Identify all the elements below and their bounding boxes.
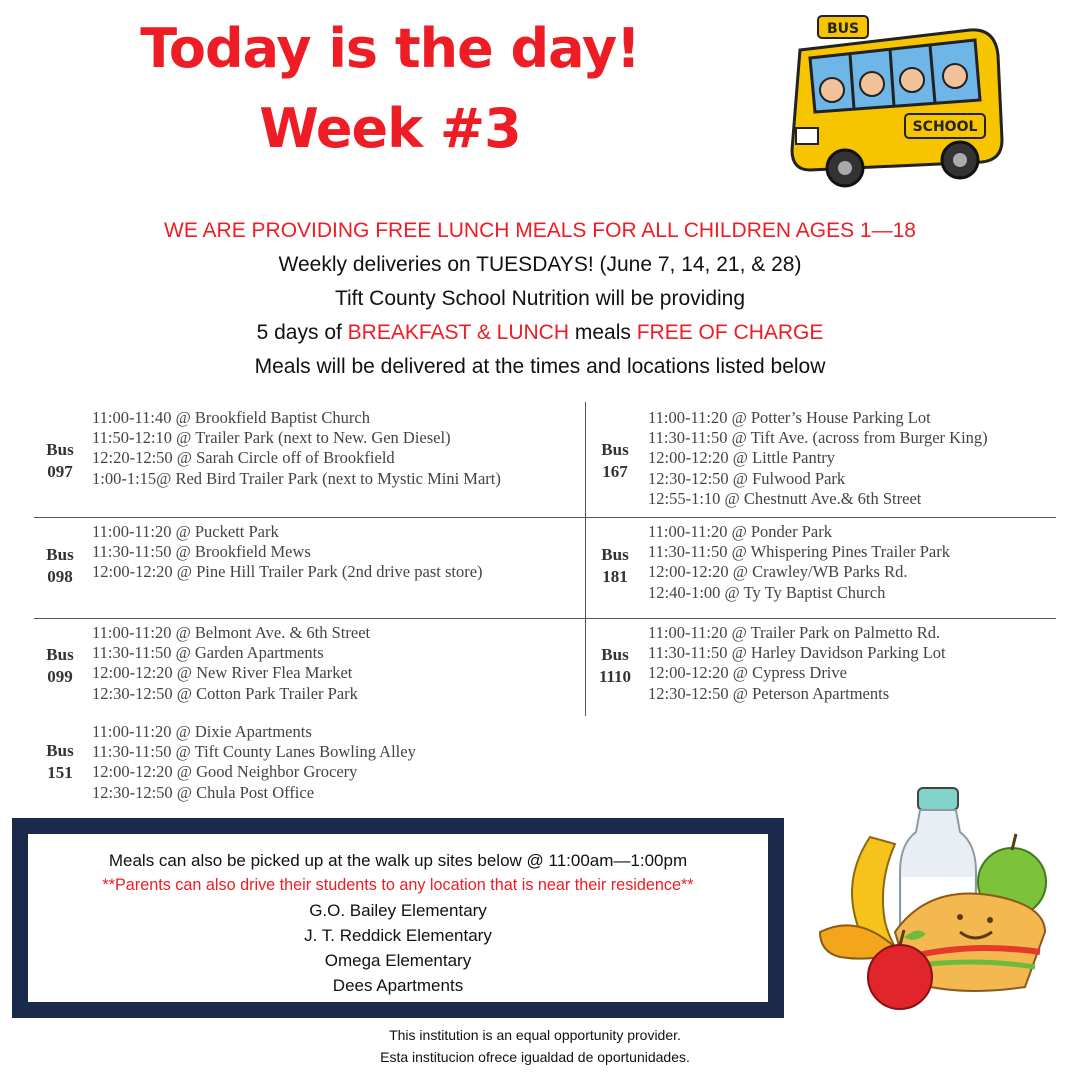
- stop-item: 12:30-12:50 @ Fulwood Park: [648, 468, 846, 488]
- bus-label: Bus 151: [46, 741, 74, 782]
- stop-item: 12:00-12:20 @ Crawley/WB Parks Rd.: [648, 562, 908, 582]
- school-bus-illustration: [770, 10, 1010, 190]
- stop-item: 12:00-12:20 @ Pine Hill Trailer Park (2nd drive past store): [92, 562, 483, 582]
- delivery-days: Weekly deliveries on TUESDAYS! (June 7, 14, 21, & 28): [278, 253, 802, 276]
- free-meals-headline: WE ARE PROVIDING FREE LUNCH MEALS FOR ALL CHILDREN AGES 1—18: [164, 219, 916, 242]
- stop-item: 12:30-12:50 @ Chula Post Office: [92, 782, 315, 802]
- stop-item: 11:00-11:20 @ Belmont Ave. & 6th Street: [92, 623, 371, 642]
- stop-list: [648, 623, 946, 704]
- stop-item: 11:00-11:40 @ Brookfield Baptist Church: [92, 408, 370, 427]
- stop-list: [648, 522, 950, 603]
- stop-item: 11:00-11:20 @ Dixie Apartments: [92, 722, 312, 741]
- column-divider: [585, 402, 586, 716]
- equal-opportunity-english: This institution is an equal opportunity provider.: [389, 1027, 681, 1043]
- meals-line-prefix: 5 days of: [256, 321, 348, 344]
- stop-item: 12:30-12:50 @ Peterson Apartments: [648, 683, 890, 703]
- free-of-charge-highlight: FREE OF CHARGE: [636, 321, 824, 344]
- locations-line: Meals will be delivered at the times and locations listed below: [254, 355, 826, 378]
- provider-line: Tift County School Nutrition will be providing: [334, 287, 746, 310]
- walkup-site: Dees Apartments: [332, 976, 464, 995]
- stop-item: 12:00-12:20 @ Cypress Drive: [648, 663, 847, 683]
- walkup-sites-panel: [28, 834, 768, 1002]
- stop-item: 12:55-1:10 @ Chestnutt Ave.& 6th Street: [648, 488, 922, 508]
- row-divider: [34, 618, 1056, 619]
- parents-note: **Parents can also drive their students to any location that is near their residence**: [102, 876, 694, 894]
- stop-item: 12:00-12:20 @ New River Flea Market: [92, 663, 353, 683]
- stop-list: [92, 522, 483, 583]
- stop-item: 11:00-11:20 @ Potter’s House Parking Lot: [648, 408, 931, 427]
- bus-sign-text: BUS: [826, 21, 860, 37]
- stop-item: 11:00-11:20 @ Trailer Park on Palmetto Rd.: [648, 623, 941, 642]
- stop-item: 11:30-11:50 @ Garden Apartments: [92, 643, 324, 663]
- stop-item: 11:30-11:50 @ Harley Davidson Parking Lot: [648, 643, 946, 663]
- stop-item: 11:00-11:20 @ Puckett Park: [92, 522, 279, 541]
- walkup-intro: Meals can also be picked up at the walk up sites below @ 11:00am—1:00pm: [108, 851, 688, 870]
- walkup-site: Omega Elementary: [324, 951, 472, 970]
- meals-line: [0, 316, 1080, 350]
- breakfast-lunch-highlight: BREAKFAST & LUNCH: [347, 321, 570, 344]
- stop-item: 11:00-11:20 @ Ponder Park: [648, 522, 832, 541]
- stop-item: 11:50-12:10 @ Trailer Park (next to New. Gen Diesel): [92, 428, 451, 448]
- stop-item: 12:00-12:20 @ Good Neighbor Grocery: [92, 762, 358, 782]
- walkup-site: J. T. Reddick Elementary: [304, 926, 492, 945]
- school-side-text: SCHOOL: [912, 119, 978, 135]
- stop-item: 11:30-11:50 @ Brookfield Mews: [92, 542, 311, 562]
- bus-label: Bus 098: [46, 545, 74, 586]
- bus-label: Bus 097: [46, 440, 74, 481]
- stop-item: 12:00-12:20 @ Little Pantry: [648, 448, 836, 468]
- footer-statement: [270, 1024, 800, 1068]
- intro-text: [0, 214, 1080, 384]
- bus-label: Bus 099: [46, 645, 74, 686]
- stop-list: [92, 408, 501, 489]
- lunch-food-illustration: [800, 782, 1055, 1017]
- stop-list: [648, 408, 988, 509]
- bus-label: Bus 181: [601, 545, 629, 586]
- stop-item: 11:30-11:50 @ Tift County Lanes Bowling Alley: [92, 742, 416, 762]
- stop-item: 12:30-12:50 @ Cotton Park Trailer Park: [92, 683, 358, 703]
- stop-item: 11:30-11:50 @ Tift Ave. (across from Burger King): [648, 428, 988, 448]
- headline-title: Today is the day!: [140, 17, 640, 80]
- walkup-sites-box: [12, 818, 784, 1018]
- stop-item: 11:30-11:50 @ Whispering Pines Trailer Park: [648, 542, 950, 562]
- week-number-title: Week #3: [259, 97, 521, 160]
- stop-item: 12:20-12:50 @ Sarah Circle off of Brookfield: [92, 448, 395, 468]
- bus-label: Bus 1110: [598, 645, 632, 686]
- walkup-site: G.O. Bailey Elementary: [309, 901, 487, 920]
- row-divider: [34, 517, 1056, 518]
- stop-list: [92, 722, 416, 803]
- stop-item: 12:40-1:00 @ Ty Ty Baptist Church: [648, 582, 886, 602]
- stop-list: [92, 623, 370, 704]
- stop-item: 1:00-1:15@ Red Bird Trailer Park (next to Mystic Mini Mart): [92, 468, 501, 488]
- equal-opportunity-spanish: Esta institucion ofrece igualdad de oportunidades.: [380, 1049, 690, 1065]
- meals-line-mid: meals: [569, 321, 637, 344]
- bus-schedule: [34, 402, 1056, 802]
- bus-label: Bus 167: [601, 440, 629, 481]
